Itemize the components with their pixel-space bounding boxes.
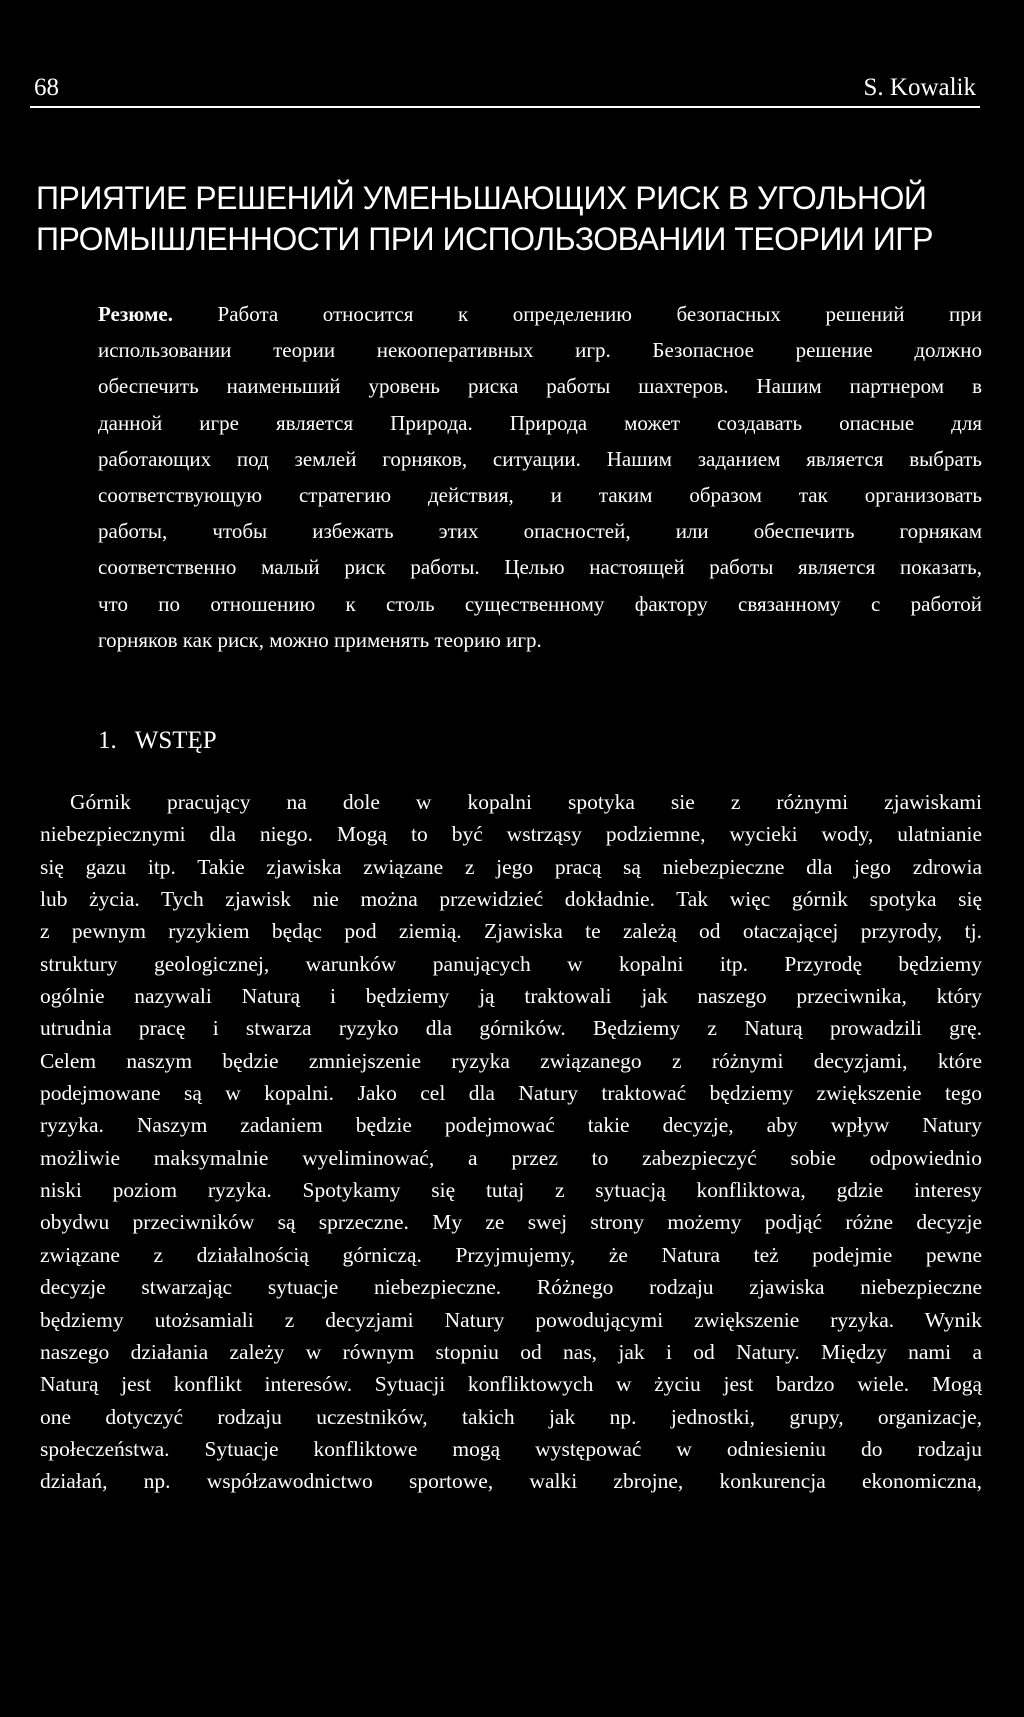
body-line: Górnik pracujący na dole w kopalni spotyka sie z różnymi zjawiskami bbox=[70, 790, 982, 814]
abstract-line: обеспечить наименьший уровень риска работы шахтеров. Нашим партнером в bbox=[98, 374, 982, 399]
section-title: WSTĘP bbox=[134, 727, 217, 754]
page-number: 68 bbox=[34, 74, 59, 101]
body-paragraph bbox=[40, 786, 982, 1498]
abstract-line: соответствующую стратегию действия, и таким образом так организовать bbox=[98, 482, 982, 507]
body-line: związane z działalnością górniczą. Przyjmujemy, że Natura też podejmie pewne bbox=[40, 1242, 982, 1267]
abstract-line: горняков как риск, можно применять теорию игр. bbox=[98, 627, 542, 652]
body-line: naszego działania zależy w równym stopniu od nas, jak i od Natury. Między nami a bbox=[40, 1339, 982, 1364]
body-line: ryzyka. Naszym zadaniem będzie podejmować takie decyzje, aby wpływ Natury bbox=[40, 1113, 982, 1138]
abstract bbox=[98, 296, 982, 658]
body-line: podejmowane są w kopalni. Jako cel dla Natury traktować będziemy zwiększenie tego bbox=[40, 1081, 982, 1106]
body-line: możliwie maksymalnie wyeliminować, a przez to zabezpieczyć sobie odpowiednio bbox=[40, 1145, 982, 1170]
body-line: się gazu itp. Takie zjawiska związane z jego pracą są niebezpieczne dla jego zdrowia bbox=[40, 854, 982, 879]
body-line: utrudnia pracę i stwarza ryzyko dla górników. Będziemy z Naturą prowadzili grę. bbox=[40, 1016, 982, 1041]
body-line: ogólnie nazywali Naturą i będziemy ją traktowali jak naszego przeciwnika, który bbox=[40, 984, 982, 1009]
body-line: działań, np. współzawodnictwo sportowe, walki zbrojne, konkurencja ekonomiczna, bbox=[40, 1469, 982, 1494]
body-line: społeczeństwa. Sytuacje konfliktowe mogą występować w odniesieniu do rodzaju bbox=[40, 1436, 982, 1461]
title-line: ПРОМЫШЛЕННОСТИ ПРИ ИСПОЛЬЗОВАНИИ ТЕОРИИ ИГР bbox=[36, 221, 933, 257]
body-line: obydwu przeciwników są sprzeczne. My ze swej strony możemy podjąć różne decyzje bbox=[40, 1210, 982, 1235]
title-line: ПРИЯТИЕ РЕШЕНИЙ УМЕНЬШАЮЩИХ РИСК В УГОЛЬНОЙ bbox=[36, 180, 927, 216]
body-line: Naturą jest konflikt interesów. Sytuacji konfliktowych w życiu jest bardzo wiele. Mogą bbox=[40, 1372, 982, 1397]
body-line: lub życia. Tych zjawisk nie można przewidzieć dokładnie. Tak więc górnik spotyka się bbox=[40, 887, 982, 912]
section-heading bbox=[98, 725, 217, 757]
body-line: niebezpiecznymi dla niego. Mogą to być wstrząsy podziemne, wycieki wody, ulatnianie bbox=[40, 822, 982, 847]
article-title bbox=[36, 178, 996, 260]
body-line: z pewnym ryzykiem będąc pod ziemią. Zjawiska te zależą od otaczającej przyrody, tj. bbox=[40, 919, 982, 944]
body-line: Celem naszym będzie zmniejszenie ryzyka związanego z różnymi decyzjami, które bbox=[40, 1048, 982, 1073]
section-number: 1. bbox=[98, 727, 117, 754]
abstract-label: Резюме. bbox=[98, 302, 173, 326]
abstract-line: использовании теории некооперативных игр. Безопасное решение должно bbox=[98, 338, 982, 363]
running-header bbox=[30, 72, 980, 108]
body-line: będziemy utożsamiali z decyzjami Natury powodującymi zwiększenie ryzyka. Wynik bbox=[40, 1307, 982, 1332]
abstract-line: работы, чтобы избежать этих опасностей, или обеспечить горнякам bbox=[98, 519, 982, 544]
body-line: struktury geologicznej, warunków panujących w kopalni itp. Przyrodę będziemy bbox=[40, 951, 982, 976]
abstract-line: данной игре является Природа. Природа может создавать опасные для bbox=[98, 410, 982, 435]
body-line: one dotyczyć rodzaju uczestników, takich jak np. jednostki, grupy, organizacje, bbox=[40, 1404, 982, 1429]
abstract-line: Резюме. Работа относится к определению безопасных решений при bbox=[98, 302, 982, 326]
body-line: niski poziom ryzyka. Spotykamy się tutaj z sytuacją konfliktowa, gdzie interesy bbox=[40, 1178, 982, 1203]
abstract-line: соответственно малый риск работы. Целью настоящей работы является показать, bbox=[98, 555, 982, 580]
running-author: S. Kowalik bbox=[863, 74, 976, 101]
body-line: decyzje stwarzając sytuacje niebezpieczne. Różnego rodzaju zjawiska niebezpieczne bbox=[40, 1275, 982, 1300]
abstract-line: работающих под землей горняков, ситуации. Нашим заданием является выбрать bbox=[98, 446, 982, 471]
abstract-line: что по отношению к столь существенному фактору связанному с работой bbox=[98, 591, 982, 616]
